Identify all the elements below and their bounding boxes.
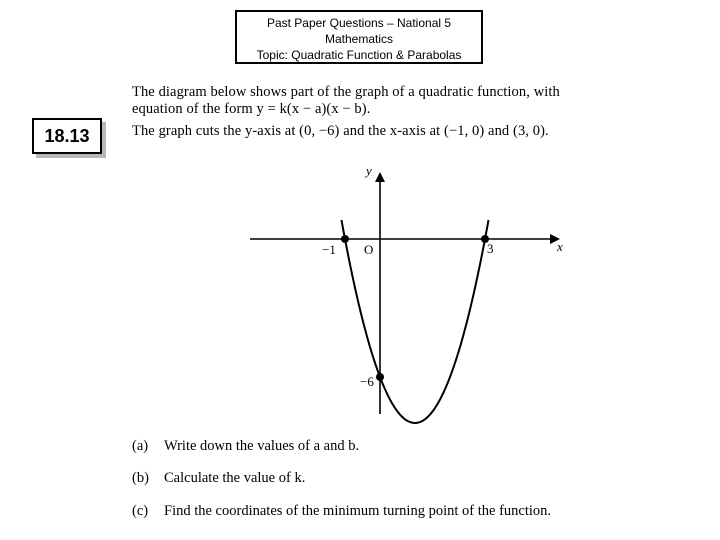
part-c-text: Find the coordinates of the minimum turning point of the function. xyxy=(164,503,552,519)
root-right-point xyxy=(481,235,489,243)
root-left-point xyxy=(341,235,349,243)
x-axis-label: x xyxy=(557,239,563,254)
part-a xyxy=(132,438,359,455)
y-axis-label: y xyxy=(366,163,372,178)
part-b-label: (b) xyxy=(132,470,149,486)
question-text-line-3: The graph cuts the y-axis at (0, −6) and the x-axis at (−1, 0) and (3, 0). xyxy=(132,123,549,139)
part-c xyxy=(132,503,551,520)
root-left-label: −1 xyxy=(322,242,336,257)
part-c-label: (c) xyxy=(132,503,149,519)
header-line-3: Topic: Quadratic Function & Parabolas xyxy=(256,48,462,62)
part-b xyxy=(132,470,305,487)
y-intercept-point xyxy=(376,373,384,381)
part-a-text: Write down the values of a and b. xyxy=(164,438,360,454)
question-number: 18.13 xyxy=(44,125,90,146)
root-right-label: 3 xyxy=(487,241,494,256)
header-line-1: Past Paper Questions – National 5 xyxy=(266,16,452,30)
y-axis-arrow xyxy=(375,172,385,182)
header-line-2: Mathematics xyxy=(324,32,394,46)
part-a-label: (a) xyxy=(132,438,149,454)
question-text-line-2: equation of the form y = k(x − a)(x − b). xyxy=(132,101,371,117)
part-b-text: Calculate the value of k. xyxy=(164,470,306,486)
y-intercept-label: −6 xyxy=(360,374,374,389)
origin-label: O xyxy=(364,242,374,257)
question-text-line-1: The diagram below shows part of the graph of a quadratic function, with xyxy=(132,84,560,100)
